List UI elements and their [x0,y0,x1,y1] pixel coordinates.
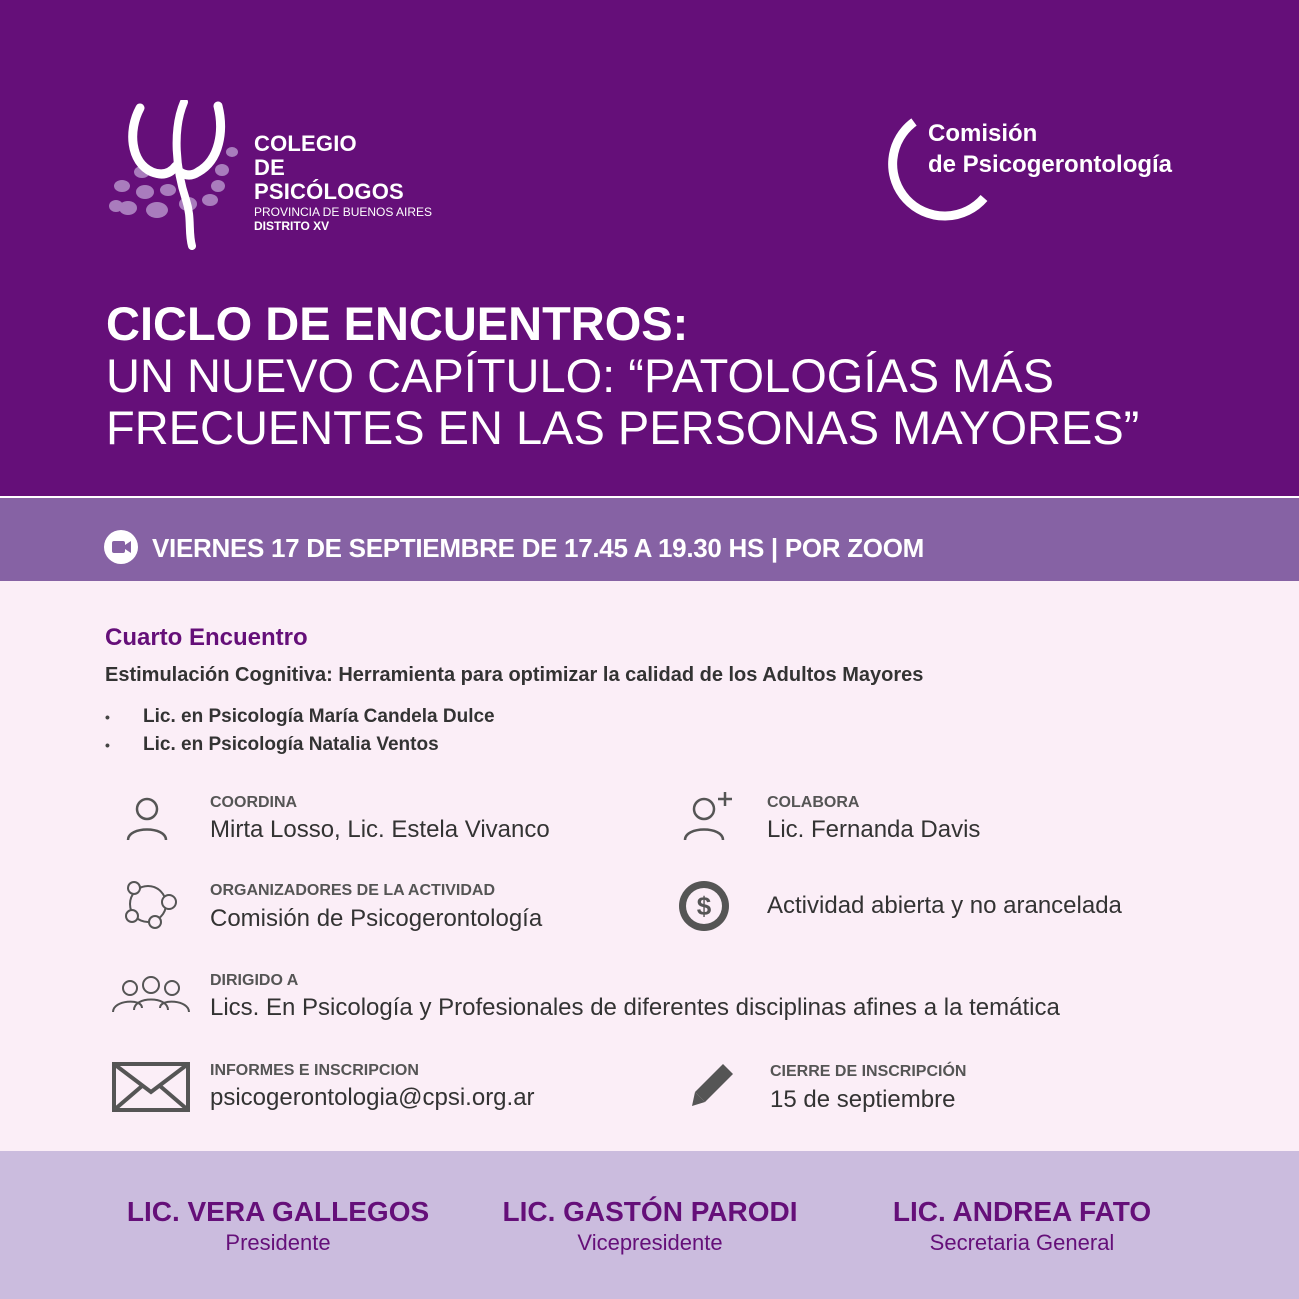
headline-line-2: UN NUEVO CAPÍTULO: “PATOLOGÍAS MÁS [106,349,1055,402]
signature-role: Vicepresidente [577,1230,723,1255]
signature-role: Secretaria General [929,1230,1115,1255]
event-date-text: VIERNES 17 DE SEPTIEMBRE DE 17.45 A 19.30 HS | POR ZOOM [152,533,924,563]
cierre-value: 15 de septiembre [770,1086,956,1113]
dollar-icon [678,880,730,932]
pencil-icon [689,1060,737,1108]
signature-name: LIC. ANDREA FATO [892,1196,1152,1227]
signature-name: LIC. VERA GALLEGOS [126,1196,430,1227]
signature-block [832,1195,1212,1257]
informes-value[interactable]: psicogerontologia@cpsi.org.ar [210,1084,535,1111]
logo-line-1: COLEGIO [254,131,357,156]
logo-line-3: PROVINCIA DE BUENOS AIRES [254,205,433,219]
comision-line-2: de Psicogerontología [928,151,1173,178]
envelope-icon [112,1062,190,1112]
coordina-label: COORDINA [210,794,298,811]
psi-symbol-icon [100,100,250,250]
cierre-label: CIERRE DE INSCRIPCIÓN [770,1063,967,1080]
signature-block [88,1195,468,1257]
comision-line-1: Comisión [928,120,1038,147]
person-icon [124,796,170,842]
comision-logo [872,114,1212,238]
headline [106,298,1139,454]
session-subtitle: Estimulación Cognitiva: Herramienta para optimizar la calidad de los Adultos Mayores [105,664,924,686]
organizadores-label: ORGANIZADORES DE LA ACTIVIDAD [210,882,496,899]
coordina-value: Mirta Losso, Lic. Estela Vivanco [210,816,550,843]
informes-label: INFORMES E INSCRIPCION [210,1062,419,1079]
colabora-value: Lic. Fernanda Davis [767,816,981,843]
video-camera-icon [104,530,138,564]
signature-role: Presidente [225,1230,331,1255]
group-icon [110,974,192,1016]
colegio-logo [100,100,440,250]
headline-line-1: CICLO DE ENCUENTROS: [106,297,689,350]
speaker-list [105,703,495,759]
speaker-item: • Lic. en Psicología Natalia Ventos [105,731,495,759]
session-title: Cuarto Encuentro [105,624,308,651]
network-icon [121,878,179,930]
colabora-label: COLABORA [767,794,860,811]
signature-block [460,1195,840,1257]
speaker-item: • Lic. en Psicología María Candela Dulce [105,703,495,731]
add-person-icon [682,790,736,842]
svg-text:$: $ [696,891,712,921]
logo-line-2: DE PSICÓLOGOS [254,155,404,204]
signature-name: LIC. GASTÓN PARODI [502,1196,798,1227]
dirigido-value: Lics. En Psicología y Profesionales de diferentes disciplinas afines a la temática [210,994,1060,1021]
dirigido-label: DIRIGIDO A [210,972,299,989]
headline-line-3: FRECUENTES EN LAS PERSONAS MAYORES” [106,401,1140,454]
arancel-value: Actividad abierta y no arancelada [767,892,1122,919]
organizadores-value: Comisión de Psicogerontología [210,905,543,932]
logo-line-4: DISTRITO XV [254,219,330,233]
